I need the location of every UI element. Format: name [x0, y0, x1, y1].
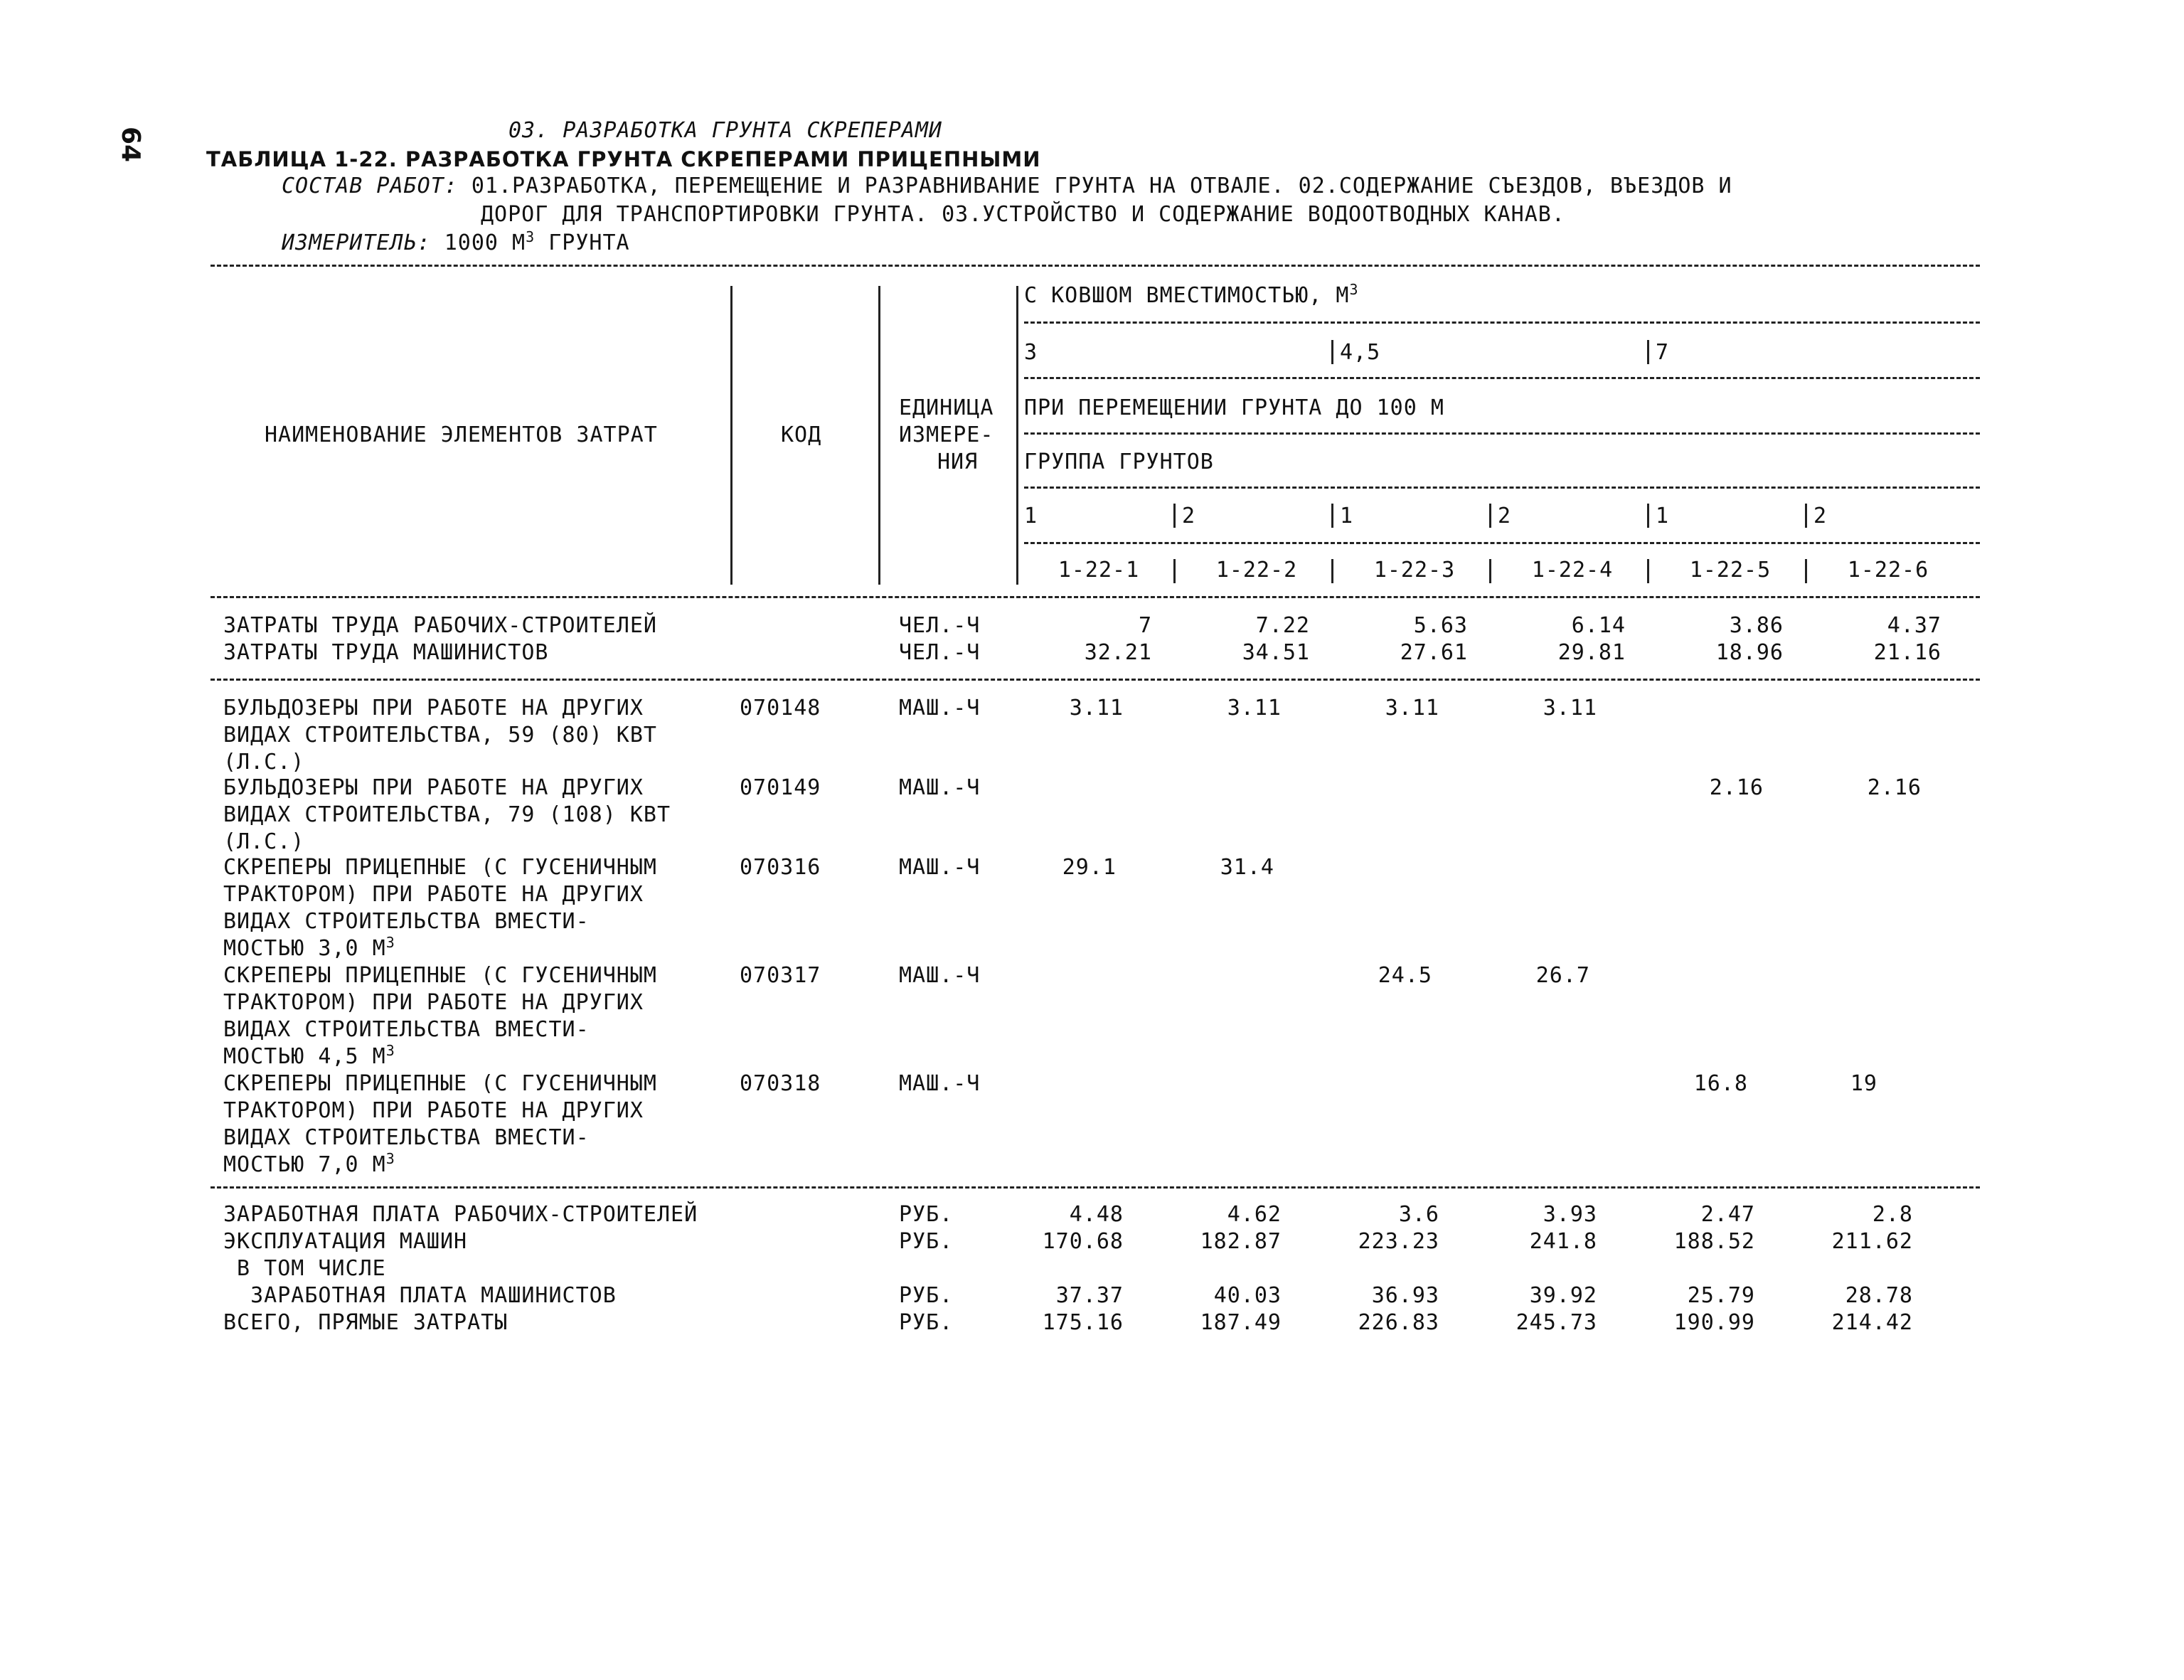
group-3: 1	[1340, 504, 1354, 528]
total-value: 36.93	[1371, 1283, 1439, 1308]
machine-code: 070316	[740, 855, 821, 880]
machine-name-line: ТРАКТОРОМ) ПРИ РАБОТЕ НА ДРУГИХ	[223, 1098, 644, 1123]
total-value: 37.37	[1055, 1283, 1124, 1308]
machine-name-line: (Л.С.)	[223, 750, 305, 775]
machine-name-line: МОСТЬЮ 4,5 М	[223, 1044, 386, 1069]
group-2: 2	[1182, 504, 1196, 528]
capacity-2: 4,5	[1340, 340, 1381, 365]
machine-name-line: БУЛЬДОЗЕРЫ ПРИ РАБОТЕ НА ДРУГИХ	[223, 696, 644, 721]
header-rule	[1024, 321, 1980, 324]
header-unit-col-2: ИЗМЕРЕ-	[899, 422, 994, 447]
total-name: В ТОМ ЧИСЛЕ	[223, 1256, 386, 1281]
total-value: 211.62	[1831, 1229, 1913, 1254]
group-separator	[1805, 504, 1807, 528]
column-code-5: 1-22-5	[1689, 558, 1772, 583]
total-value: 3.93	[1543, 1202, 1597, 1227]
total-unit: РУБ.	[899, 1283, 954, 1308]
machine-value: 3.11	[1069, 696, 1124, 721]
header-unit-col-1: ЕДИНИЦА	[899, 395, 994, 420]
machine-value: 16.8	[1693, 1071, 1748, 1096]
total-value: 175.16	[1042, 1310, 1124, 1335]
labor-value: 18.96	[1715, 640, 1784, 665]
machine-value: 3.11	[1385, 696, 1439, 721]
total-value: 190.99	[1673, 1310, 1755, 1335]
total-value: 170.68	[1042, 1229, 1124, 1254]
measure	[282, 230, 630, 256]
work-composition	[282, 174, 1732, 199]
header-distance: ПРИ ПЕРЕМЕЩЕНИИ ГРУНТА ДО 100 М	[1024, 395, 1444, 420]
total-value: 241.8	[1529, 1229, 1597, 1254]
measure-sup: 3	[526, 228, 536, 245]
machine-value: 31.4	[1220, 855, 1274, 880]
total-value: 28.78	[1845, 1283, 1913, 1308]
column-code-6: 1-22-6	[1847, 558, 1929, 583]
work-line-2: ДОРОГ ДЛЯ ТРАНСПОРТИРОВКИ ГРУНТА. 03.УСТРОЙСТВО И СОДЕРЖАНИЕ ВОДООТВОДНЫХ КАНАВ.	[481, 202, 1565, 227]
header-separator	[730, 286, 733, 585]
machine-value: 19	[1850, 1071, 1877, 1096]
capacity-1: 3	[1024, 340, 1038, 365]
total-unit: РУБ.	[899, 1202, 954, 1227]
machine-name-line: ВИДАХ СТРОИТЕЛЬСТВА ВМЕСТИ-	[223, 1017, 590, 1042]
header-bucket-label: С КОВШОМ ВМЕСТИМОСТЬЮ, М	[1024, 283, 1350, 308]
group-separator	[1331, 504, 1333, 528]
machine-value: 2.16	[1709, 775, 1764, 800]
header-bucket	[1024, 283, 1359, 309]
machine-unit: МАШ.-Ч	[899, 963, 981, 988]
labor-value: 5.63	[1413, 613, 1468, 638]
machine-unit: МАШ.-Ч	[899, 1071, 981, 1096]
group-1: 1	[1024, 504, 1038, 528]
machine-unit: МАШ.-Ч	[899, 855, 981, 880]
labor-value: 27.61	[1400, 640, 1468, 665]
total-value: 2.47	[1700, 1202, 1755, 1227]
capacity-separator	[1331, 340, 1333, 364]
work-line-1: 01.РАЗРАБОТКА, ПЕРЕМЕЩЕНИЕ И РАЗРАВНИВАНИЕ ГРУНТА НА ОТВАЛЕ. 02.СОДЕРЖАНИЕ СЪЕЗДОВ, ВЪЕЗДОВ И	[471, 174, 1732, 198]
header-rule	[1024, 432, 1980, 435]
total-value: 4.48	[1069, 1202, 1124, 1227]
group-6: 2	[1813, 504, 1828, 528]
code-separator	[1173, 559, 1176, 583]
labor-name: ЗАТРАТЫ ТРУДА РАБОЧИХ-СТРОИТЕЛЕЙ	[223, 613, 657, 638]
machine-name-line: СКРЕПЕРЫ ПРИЦЕПНЫЕ (С ГУСЕНИЧНЫМ	[223, 855, 657, 880]
total-value: 39.92	[1529, 1283, 1597, 1308]
total-value: 245.73	[1516, 1310, 1597, 1335]
total-unit: РУБ.	[899, 1229, 954, 1254]
machine-name-line: ТРАКТОРОМ) ПРИ РАБОТЕ НА ДРУГИХ	[223, 882, 644, 907]
table-top-rule	[211, 265, 1980, 267]
header-name-col: НАИМЕНОВАНИЕ ЭЛЕМЕНТОВ ЗАТРАТ	[265, 422, 658, 447]
table-title: ТАБЛИЦА 1-22. РАЗРАБОТКА ГРУНТА СКРЕПЕРАМИ ПРИЦЕПНЫМИ	[206, 147, 1041, 171]
machine-value: 24.5	[1378, 963, 1432, 988]
machine-name-line: БУЛЬДОЗЕРЫ ПРИ РАБОТЕ НА ДРУГИХ	[223, 775, 644, 800]
header-bottom-rule	[211, 596, 1980, 598]
machine-code: 070318	[740, 1071, 821, 1096]
code-separator	[1647, 559, 1649, 583]
labor-value: 3.86	[1729, 613, 1784, 638]
header-bucket-sup: 3	[1349, 281, 1359, 298]
total-value: 226.83	[1358, 1310, 1439, 1335]
header-unit-col-3: НИЯ	[937, 450, 979, 474]
header-separator	[878, 286, 880, 585]
machine-value: 29.1	[1062, 855, 1117, 880]
header-rule	[1024, 542, 1980, 544]
section-rule	[211, 679, 1980, 681]
machine-code: 070148	[740, 696, 821, 721]
total-value: 188.52	[1673, 1229, 1755, 1254]
measure-unit: ГРУНТА	[548, 230, 630, 255]
column-code-2: 1-22-2	[1215, 558, 1298, 583]
group-separator	[1489, 504, 1491, 528]
total-name: ВСЕГО, ПРЯМЫЕ ЗАТРАТЫ	[223, 1310, 508, 1335]
total-value: 3.6	[1398, 1202, 1439, 1227]
total-value: 187.49	[1200, 1310, 1282, 1335]
labor-value: 7.22	[1255, 613, 1310, 638]
measure-label: ИЗМЕРИТЕЛЬ:	[282, 230, 431, 255]
header-rule	[1024, 377, 1980, 379]
header-soil-group: ГРУППА ГРУНТОВ	[1024, 450, 1214, 474]
code-separator	[1805, 559, 1807, 583]
labor-value: 29.81	[1557, 640, 1626, 665]
machine-code: 070317	[740, 963, 821, 988]
section-title: 03. РАЗРАБОТКА ГРУНТА СКРЕПЕРАМИ	[508, 118, 942, 143]
column-code-4: 1-22-4	[1531, 558, 1614, 583]
total-value: 214.42	[1831, 1310, 1913, 1335]
total-name: ЭКСПЛУАТАЦИЯ МАШИН	[223, 1229, 468, 1254]
group-4: 2	[1498, 504, 1512, 528]
group-separator	[1647, 504, 1649, 528]
labor-value: 32.21	[1084, 640, 1152, 665]
header-code-col: КОД	[781, 422, 822, 447]
machine-name-line: МОСТЬЮ 7,0 М	[223, 1152, 386, 1177]
total-value: 4.62	[1227, 1202, 1282, 1227]
machine-code: 070149	[740, 775, 821, 800]
machine-value: 3.11	[1227, 696, 1282, 721]
machine-unit: МАШ.-Ч	[899, 775, 981, 800]
machine-name-line: ВИДАХ СТРОИТЕЛЬСТВА ВМЕСТИ-	[223, 1125, 590, 1150]
work-label: СОСТАВ РАБОТ:	[282, 174, 458, 198]
machine-name-line: ВИДАХ СТРОИТЕЛЬСТВА, 79 (108) КВТ	[223, 802, 671, 827]
total-value: 2.8	[1872, 1202, 1913, 1227]
machine-name-line: МОСТЬЮ 3,0 М	[223, 936, 386, 961]
labor-value: 21.16	[1873, 640, 1941, 665]
header-separator	[1016, 286, 1018, 585]
capacity-3: 7	[1656, 340, 1670, 365]
total-name: ЗАРАБОТНАЯ ПЛАТА РАБОЧИХ-СТРОИТЕЛЕЙ	[223, 1202, 698, 1227]
labor-value: 4.37	[1887, 613, 1941, 638]
machine-name-line: ТРАКТОРОМ) ПРИ РАБОТЕ НА ДРУГИХ	[223, 990, 644, 1015]
capacity-separator	[1647, 340, 1649, 364]
total-value: 40.03	[1213, 1283, 1282, 1308]
labor-value: 34.51	[1242, 640, 1310, 665]
page-number: 64	[116, 127, 145, 163]
group-5: 1	[1656, 504, 1670, 528]
machine-name-sup: 3	[385, 1042, 395, 1059]
machine-name-line: СКРЕПЕРЫ ПРИЦЕПНЫЕ (С ГУСЕНИЧНЫМ	[223, 963, 657, 988]
machine-name-line: (Л.С.)	[223, 829, 305, 854]
total-value: 223.23	[1358, 1229, 1439, 1254]
total-unit: РУБ.	[899, 1310, 954, 1335]
machine-name-last	[223, 1044, 395, 1070]
code-separator	[1331, 559, 1333, 583]
labor-value: 6.14	[1571, 613, 1626, 638]
machine-name-sup: 3	[385, 1150, 395, 1167]
total-value: 182.87	[1200, 1229, 1282, 1254]
column-code-1: 1-22-1	[1058, 558, 1140, 583]
total-value: 25.79	[1687, 1283, 1755, 1308]
machine-name-line: СКРЕПЕРЫ ПРИЦЕПНЫЕ (С ГУСЕНИЧНЫМ	[223, 1071, 657, 1096]
section-rule	[211, 1186, 1980, 1189]
machine-name-line: ВИДАХ СТРОИТЕЛЬСТВА, 59 (80) КВТ	[223, 723, 657, 748]
machine-name-last	[223, 936, 395, 962]
labor-unit: ЧЕЛ.-Ч	[899, 613, 981, 638]
labor-unit: ЧЕЛ.-Ч	[899, 640, 981, 665]
machine-value: 2.16	[1867, 775, 1922, 800]
machine-name-sup: 3	[385, 934, 395, 951]
labor-name: ЗАТРАТЫ ТРУДА МАШИНИСТОВ	[223, 640, 549, 665]
header-rule	[1024, 487, 1980, 489]
code-separator	[1489, 559, 1491, 583]
machine-name-last	[223, 1152, 395, 1178]
total-name: ЗАРАБОТНАЯ ПЛАТА МАШИНИСТОВ	[223, 1283, 617, 1308]
labor-value: 7	[1138, 613, 1152, 638]
machine-value: 26.7	[1535, 963, 1590, 988]
column-code-3: 1-22-3	[1373, 558, 1456, 583]
group-separator	[1173, 504, 1176, 528]
machine-unit: МАШ.-Ч	[899, 696, 981, 721]
measure-value: 1000 М	[444, 230, 526, 255]
machine-value: 3.11	[1543, 696, 1597, 721]
machine-name-line: ВИДАХ СТРОИТЕЛЬСТВА ВМЕСТИ-	[223, 909, 590, 934]
